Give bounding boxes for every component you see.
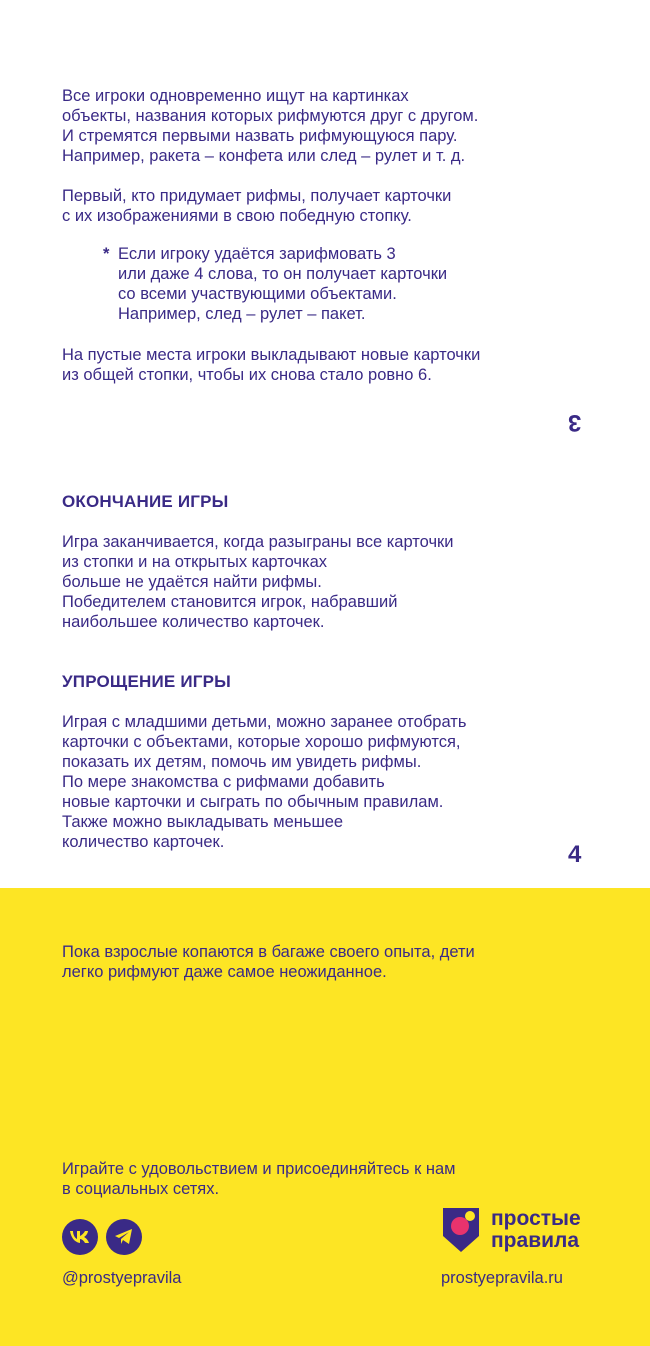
footer-invite: Играйте с удовольствием и присоединяйтесь к нам в социальных сетях. [62, 1160, 456, 1198]
intro-paragraph-1: Все игроки одновременно ищут на картинках объекты, названия которых рифмуются друг с другом. И стремятся первыми назвать рифмующуюся пару. Например, ракета – конфета или след – рулет и т. д. [62, 87, 479, 165]
end-heading: ОКОНЧАНИЕ ИГРЫ [62, 492, 229, 511]
logo-text: простые правила [491, 1207, 581, 1252]
telegram-icon[interactable] [106, 1219, 142, 1255]
simple-heading: УПРОЩЕНИЕ ИГРЫ [62, 672, 231, 691]
end-text: Игра заканчивается, когда разыграны все карточки из стопки и на открытых карточках больше не удаётся найти рифмы. Победителем становится игрок, набравший наибольшее количество карточек. [62, 533, 454, 631]
page-number-3: 3 [568, 409, 582, 436]
social-links [62, 1219, 142, 1255]
footer-panel [0, 888, 650, 1346]
simple-text: Играя с младшими детьми, можно заранее отобрать карточки с объектами, которые хорошо рифмуются, показать их детям, помочь им увидеть рифмы. По мере знакомства с рифмами добавить новые карточки и сыграть по обычным правилам. Также можно выкладывать меньшее количество карточек. [62, 713, 467, 851]
note-text: Если игроку удаётся зарифмовать 3 или даже 4 слова, то он получает карточки со всеми участвующими объектами. Например, след – рулет – пакет. [118, 245, 448, 323]
note-bullet: * [103, 245, 110, 263]
page-number-4: 4 [568, 841, 582, 868]
intro-paragraph-2: Первый, кто придумает рифмы, получает карточки с их изображениями в свою победную стопку. [62, 187, 452, 225]
brand-logo [441, 1206, 581, 1254]
footer-quote: Пока взрослые копаются в багаже своего опыта, дети легко рифмуют даже самое неожиданное. [62, 943, 475, 981]
social-handle[interactable]: @prostyepravila [62, 1269, 182, 1287]
site-link[interactable]: prostyepravila.ru [441, 1269, 563, 1287]
intro-paragraph-3: На пустые места игроки выкладывают новые карточки из общей стопки, чтобы их снова стало ровно 6. [62, 346, 481, 384]
vk-icon[interactable] [62, 1219, 98, 1255]
logo-shield-icon [441, 1206, 481, 1254]
